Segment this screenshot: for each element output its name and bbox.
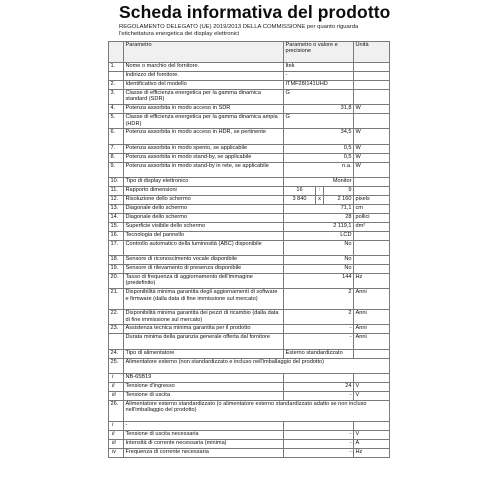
- row-number: 17.: [109, 240, 124, 255]
- row-value: 0,5: [284, 144, 354, 153]
- row-number: 25.: [109, 358, 124, 373]
- header-number-cell: [109, 42, 124, 63]
- row-unit: [354, 240, 390, 255]
- row-number: [109, 72, 124, 81]
- row-parameter: Tipo di alimentatore: [124, 349, 284, 358]
- row-parameter: Potenza assorbita in modo acceso in SDR: [124, 105, 284, 114]
- row-value: No: [284, 240, 354, 255]
- page-title: Scheda informativa del prodotto: [119, 2, 391, 22]
- table-row: [109, 186, 390, 195]
- row-value: Itek: [284, 63, 354, 72]
- table-row: [109, 373, 390, 382]
- row-parameter: Tensione di uscita: [124, 391, 284, 400]
- row-number: 7.: [109, 144, 124, 153]
- row-number: 1.: [109, 63, 124, 72]
- row-parameter: -: [124, 421, 284, 430]
- row-number: 13.: [109, 204, 124, 213]
- row-value: 71,1: [284, 204, 354, 213]
- row-unit: [354, 349, 390, 358]
- row-parameter: Indirizzo del fornitore.: [124, 72, 284, 81]
- row-unit: V: [354, 382, 390, 391]
- row-unit: [354, 63, 390, 72]
- table-row: [109, 358, 390, 373]
- row-value: 0,5: [284, 153, 354, 162]
- row-parameter: Controllo automatico della luminosità (ABC) disponibile: [124, 240, 284, 255]
- table-row: [109, 81, 390, 90]
- row-parameter: Nome o marchio del fornitore.: [124, 63, 284, 72]
- row-parameter: Tasso di frequenza di aggiornamento dell'immagine (predefinito): [124, 273, 284, 288]
- row-value: G: [284, 114, 354, 129]
- row-unit: Anni: [354, 334, 390, 349]
- row-parameter: Disponibilità minima garantita degli aggiornamenti di software e firmware (dalla data di fine immissione sul mercato): [124, 289, 284, 310]
- row-parameter: Alimentatore esterno (non standardizzato e incluso nell'imballaggio del prodotto): [124, 358, 390, 373]
- row-parameter: Tecnologia del pannello: [124, 231, 284, 240]
- table-row: [109, 255, 390, 264]
- row-unit: Hz: [354, 273, 390, 288]
- row-unit: [354, 373, 390, 382]
- row-value: 34,5: [284, 129, 354, 144]
- row-parameter: Tensione di uscita necessaria: [124, 430, 284, 439]
- table-row: [109, 439, 390, 448]
- row-unit: A: [354, 439, 390, 448]
- table-row: [109, 144, 390, 153]
- row-value: Esterno standardizzato: [284, 349, 354, 358]
- row-unit: W: [354, 129, 390, 144]
- row-unit: dm²: [354, 222, 390, 231]
- table-row: [109, 448, 390, 457]
- table-row: [109, 72, 390, 81]
- row-value: -: [284, 391, 354, 400]
- row-sub-index: i: [109, 373, 124, 382]
- row-number: 12.: [109, 195, 124, 204]
- row-value-a: 3 840: [284, 195, 316, 204]
- row-number: 19.: [109, 264, 124, 273]
- row-value: -: [284, 430, 354, 439]
- row-value: 24: [284, 382, 354, 391]
- table-row: [109, 63, 390, 72]
- row-value: -: [284, 448, 354, 457]
- row-sub-index: ii: [109, 382, 124, 391]
- row-parameter: Identificativo del modello: [124, 81, 284, 90]
- row-number: 18.: [109, 255, 124, 264]
- row-unit: [354, 114, 390, 129]
- row-unit: [354, 231, 390, 240]
- row-number: 20.: [109, 273, 124, 288]
- table-row: [109, 114, 390, 129]
- table-row: [109, 162, 390, 177]
- row-value: ITMF28I141UHD: [284, 81, 354, 90]
- row-value: -: [284, 325, 354, 334]
- row-value: No: [284, 255, 354, 264]
- row-value: n.a.: [284, 162, 354, 177]
- row-number: 8.: [109, 153, 124, 162]
- table-row: [109, 240, 390, 255]
- table-row: [109, 382, 390, 391]
- table-row: [109, 421, 390, 430]
- table-row: [109, 273, 390, 288]
- row-parameter: Frequenza di corrente necessaria: [124, 448, 284, 457]
- header-parameter: Parametro: [124, 42, 284, 63]
- row-value: 28: [284, 213, 354, 222]
- row-parameter: Potenza assorbita in modo stand-by in rete, se applicabile: [124, 162, 284, 177]
- row-unit: [354, 255, 390, 264]
- row-parameter: Risoluzione dello schermo: [124, 195, 284, 204]
- row-value: -: [284, 439, 354, 448]
- row-parameter: Potenza assorbita in modo spento, se applicabile: [124, 144, 284, 153]
- table-row: [109, 325, 390, 334]
- row-sub-index: iv: [109, 448, 124, 457]
- row-parameter: NB-65B19: [124, 373, 284, 382]
- row-unit: V: [354, 430, 390, 439]
- table-row: [109, 391, 390, 400]
- row-value-sep: x: [316, 195, 324, 204]
- row-parameter: Disponibilità minima garantita dei pezzi di ricambio (dalla data di fine immissione sul mercato): [124, 310, 284, 325]
- row-unit: [354, 264, 390, 273]
- row-parameter: Durata minima della garanzia generale offerta dal fornitore: [124, 334, 284, 349]
- row-value: 31,8: [284, 105, 354, 114]
- row-parameter: Superficie visibile dello schermo: [124, 222, 284, 231]
- row-value: 2 119,1: [284, 222, 354, 231]
- row-parameter: Diagonale dello schermo: [124, 204, 284, 213]
- table-row: [109, 310, 390, 325]
- row-number: 10.: [109, 177, 124, 186]
- row-unit: Hz: [354, 448, 390, 457]
- table-row: [109, 349, 390, 358]
- row-value: LCD: [284, 231, 354, 240]
- row-unit: W: [354, 162, 390, 177]
- row-unit: [354, 186, 390, 195]
- row-number: [109, 334, 124, 349]
- row-number: 21.: [109, 289, 124, 310]
- table-row: [109, 213, 390, 222]
- header-unit: Unità: [354, 42, 390, 63]
- row-unit: pollici: [354, 213, 390, 222]
- row-number: 5.: [109, 114, 124, 129]
- table-row: [109, 90, 390, 105]
- row-number: 6.: [109, 129, 124, 144]
- row-number: 23.: [109, 325, 124, 334]
- row-number: 26.: [109, 400, 124, 421]
- row-unit: cm: [354, 204, 390, 213]
- row-value: 2: [284, 289, 354, 310]
- row-number: 9.: [109, 162, 124, 177]
- table-row: [109, 105, 390, 114]
- row-number: 4.: [109, 105, 124, 114]
- row-parameter: Assistenza tecnica minima garantita per il prodotto: [124, 325, 284, 334]
- table-row: [109, 195, 390, 204]
- row-unit: Anni: [354, 325, 390, 334]
- row-parameter: Tipo di display elettronico: [124, 177, 284, 186]
- row-unit: Anni: [354, 289, 390, 310]
- row-number: 15.: [109, 222, 124, 231]
- row-value: G: [284, 90, 354, 105]
- row-value: 2: [284, 310, 354, 325]
- row-unit: [354, 81, 390, 90]
- row-parameter: Intensità di corrente necessaria (minima): [124, 439, 284, 448]
- row-value-sep: :: [316, 186, 324, 195]
- row-number: 24.: [109, 349, 124, 358]
- table-row: [109, 153, 390, 162]
- table-row: [109, 231, 390, 240]
- row-unit: [354, 90, 390, 105]
- table-row: [109, 400, 390, 421]
- row-unit: [354, 421, 390, 430]
- row-sub-index: iii: [109, 439, 124, 448]
- row-value: [284, 421, 354, 430]
- row-parameter: Alimentatore esterno standardizzato (o alimentatore esterno standardizzato adatto se non incluso nell'imballaggio del prodotto): [124, 400, 390, 421]
- row-parameter: Diagonale dello schermo: [124, 213, 284, 222]
- table-row: [109, 129, 390, 144]
- row-parameter: Classe di efficienza energetica per la gamma dinamica standard (SDR): [124, 90, 284, 105]
- row-parameter: Rapporto dimensioni: [124, 186, 284, 195]
- product-info-table: [108, 41, 390, 458]
- row-unit: [354, 177, 390, 186]
- row-unit: pixels: [354, 195, 390, 204]
- row-number: 16.: [109, 231, 124, 240]
- row-unit: [354, 72, 390, 81]
- row-unit: Anni: [354, 310, 390, 325]
- table-row: [109, 430, 390, 439]
- row-value: -: [284, 334, 354, 349]
- row-number: 2.: [109, 81, 124, 90]
- row-parameter: Potenza assorbita in modo acceso in HDR, se pertinente: [124, 129, 284, 144]
- row-number: 14.: [109, 213, 124, 222]
- row-parameter: Sensore di rilevamento di presenza disponibile: [124, 264, 284, 273]
- row-unit: W: [354, 144, 390, 153]
- row-value: Monitor: [284, 177, 354, 186]
- table-row: [109, 204, 390, 213]
- row-unit: V: [354, 391, 390, 400]
- row-value: 144: [284, 273, 354, 288]
- row-parameter: Classe di efficienza energetica per la gamma dinamica ampia (HDR): [124, 114, 284, 129]
- row-number: 3.: [109, 90, 124, 105]
- row-unit: W: [354, 105, 390, 114]
- table-row: [109, 289, 390, 310]
- row-sub-index: ii: [109, 430, 124, 439]
- regulation-text: REGOLAMENTO DELEGATO (UE) 2019/2013 DELLA COMMISSIONE per quanto riguarda l'etichettatura energetica dei display elettronici: [119, 24, 359, 38]
- row-value-b: 9: [324, 186, 354, 195]
- row-value: -: [284, 72, 354, 81]
- row-unit: W: [354, 153, 390, 162]
- row-parameter: Potenza assorbita in modo stand-by, se applicabile: [124, 153, 284, 162]
- row-value-a: 16: [284, 186, 316, 195]
- table-row: [109, 264, 390, 273]
- table-row: [109, 177, 390, 186]
- row-value: [284, 373, 354, 382]
- table-row: [109, 334, 390, 349]
- table-header-row: [109, 42, 390, 63]
- row-sub-index: i: [109, 421, 124, 430]
- row-parameter: Sensore di riconoscimento vocale disponibile: [124, 255, 284, 264]
- row-number: 22.: [109, 310, 124, 325]
- row-sub-index: iii: [109, 391, 124, 400]
- header-value: Parametro o valore e precisione: [284, 42, 354, 63]
- row-value-b: 2 160: [324, 195, 354, 204]
- table-row: [109, 222, 390, 231]
- row-value: No: [284, 264, 354, 273]
- row-parameter: Tensione d'ingresso: [124, 382, 284, 391]
- row-number: 11.: [109, 186, 124, 195]
